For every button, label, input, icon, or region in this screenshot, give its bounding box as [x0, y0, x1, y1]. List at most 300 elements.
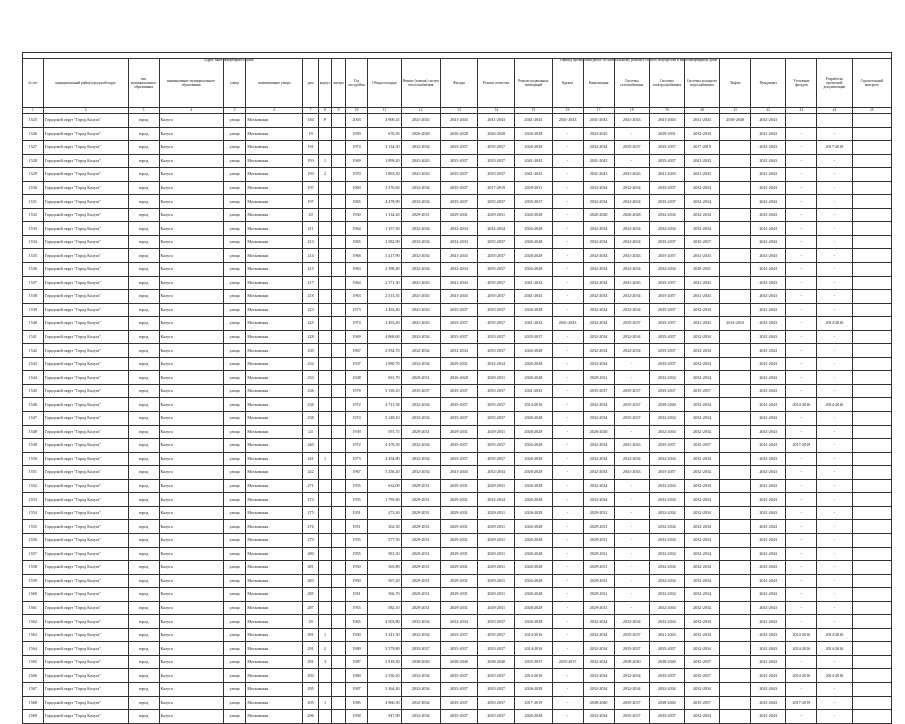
table-cell-type: город [128, 506, 159, 520]
table-cell-c23: - [786, 371, 817, 385]
table-cell-street_type: улица [223, 425, 246, 439]
table-cell-c20: 2032-2034 [684, 371, 719, 385]
table-cell-district: Городской округ "Город Калуга" [43, 710, 128, 724]
table-cell-mo: Калуга [159, 317, 223, 331]
table-cell-lit [332, 588, 345, 602]
table-cell-c12: 2032-2034 [401, 195, 440, 209]
table-cell-c16: - [552, 127, 583, 141]
table-cell-house: 296 [303, 710, 319, 724]
table-row [23, 696, 892, 710]
table-cell-mo: Калуга [159, 290, 223, 304]
table-cell-c13: 2035-2037 [440, 398, 477, 412]
table-cell-c14: 2029-2031 [478, 371, 515, 385]
table-cell-c15: 2026-2028 [515, 466, 552, 480]
table-cell-type: город [128, 357, 159, 371]
table-cell-c20: 2032-2034 [684, 357, 719, 371]
column-number: 9 [332, 108, 345, 114]
table-cell-type: город [128, 533, 159, 547]
table-cell-n: 1525 [23, 114, 44, 128]
table-cell-area: 3 417,90 [368, 249, 401, 263]
table-cell-c16: - [552, 371, 583, 385]
table-cell-lit [332, 439, 345, 453]
table-cell-c17: 2029-2031 [583, 588, 614, 602]
table-cell-c18: 2035-2037 [614, 642, 649, 656]
table-cell-type: город [128, 588, 159, 602]
table-cell-c12: 2029-2031 [401, 208, 440, 222]
table-cell-c18: 2032-2034 [614, 615, 649, 629]
table-cell-c14: 2035-2037 [478, 642, 515, 656]
table-cell-mo: Калуга [159, 263, 223, 277]
table-cell-type: город [128, 520, 159, 534]
table-cell-korp [318, 493, 331, 507]
column-number: 11 [368, 108, 401, 114]
table-cell-c23: - [786, 561, 817, 575]
table-row [23, 303, 892, 317]
table-cell-street_type: улица [223, 344, 246, 358]
table-cell-c20: 2032-2034 [684, 628, 719, 642]
table-cell-c22: 2041-2043 [751, 588, 786, 602]
table-cell-c14: 2035-2037 [478, 317, 515, 331]
table-row [23, 344, 892, 358]
table-cell-lit [332, 452, 345, 466]
table-cell-street: Московская [246, 615, 303, 629]
table-cell-type: город [128, 615, 159, 629]
table-cell-type: город [128, 452, 159, 466]
table-row [23, 561, 892, 575]
table-cell-c19: 2032-2034 [649, 371, 684, 385]
table-row [23, 655, 892, 669]
table-cell-c12: 2041-2043 [401, 168, 440, 182]
table-cell-c22: 2041-2043 [751, 168, 786, 182]
table-cell-street: Московская [246, 290, 303, 304]
table-cell-c16: - [552, 276, 583, 290]
table-cell-street: Московская [246, 628, 303, 642]
table-cell-c20: 2032-2034 [684, 127, 719, 141]
table-cell-area: 2 582,90 [368, 235, 401, 249]
table-row [23, 588, 892, 602]
table-cell-district: Городской округ "Город Калуга" [43, 208, 128, 222]
table-cell-korp [318, 357, 331, 371]
table-cell-c17: 2032-2034 [583, 249, 614, 263]
column-number: 10 [345, 108, 368, 114]
table-cell-lit [332, 290, 345, 304]
table-cell-c14: 2035-2037 [478, 195, 515, 209]
table-cell-house: 281 [303, 561, 319, 575]
table-cell-c16: - [552, 439, 583, 453]
table-cell-mo: Калуга [159, 710, 223, 724]
table-cell-street_type: улица [223, 710, 246, 724]
table-cell-c21 [720, 669, 751, 683]
table-cell-c16: - [552, 696, 583, 710]
table-cell-type: город [128, 330, 159, 344]
table-cell-c23: - [786, 181, 817, 195]
table-cell-area: 577,50 [368, 533, 401, 547]
table-cell-korp [318, 533, 331, 547]
table-cell-mo: Калуга [159, 655, 223, 669]
table-cell-mo: Калуга [159, 208, 223, 222]
table-cell-c21 [720, 303, 751, 317]
table-cell-type: город [128, 168, 159, 182]
table-cell-year: 1972 [345, 398, 368, 412]
table-cell-c17: 2029-2031 [583, 574, 614, 588]
table-cell-c12: 2032-2034 [401, 357, 440, 371]
column-header: тип муниципального образования [128, 59, 159, 108]
table-cell-area: 4 478,90 [368, 195, 401, 209]
table-cell-type: город [128, 561, 159, 575]
table-cell-street_type: улица [223, 303, 246, 317]
table-cell-type: город [128, 682, 159, 696]
table-cell-c22: 2041-2043 [751, 574, 786, 588]
table-cell-c19: 2032-2034 [649, 601, 684, 615]
table-cell-c12: 2029-2031 [401, 506, 440, 520]
table-cell-c24: - [817, 493, 852, 507]
table-cell-street_type: улица [223, 547, 246, 561]
table-cell-c15: 2035-2037 [515, 655, 552, 669]
table-cell-area: 5 256,20 [368, 466, 401, 480]
table-cell-type: город [128, 154, 159, 168]
column-header: № п/п [23, 59, 44, 108]
table-cell-type: город [128, 642, 159, 656]
table-cell-c20: 2032-2034 [684, 547, 719, 561]
table-cell-district: Городской округ "Город Калуга" [43, 181, 128, 195]
table-cell-street_type: улица [223, 452, 246, 466]
table-cell-c15: 2026-2028 [515, 357, 552, 371]
table-cell-area: 5 364,40 [368, 682, 401, 696]
table-cell-c16: - [552, 547, 583, 561]
table-cell-c20: 2041-2043 [684, 114, 719, 128]
table-cell-c20: 2032-2034 [684, 506, 719, 520]
table-cell-c18: 2035-2037 [614, 317, 649, 331]
table-cell-c14: 2041-2043 [478, 114, 515, 128]
table-cell-c25 [852, 547, 891, 561]
table-row [23, 466, 892, 480]
table-cell-c12: 2038-2040 [401, 655, 440, 669]
table-row [23, 479, 892, 493]
table-row [23, 520, 892, 534]
table-cell-c22: 2041-2043 [751, 317, 786, 331]
table-cell-n: 1542 [23, 344, 44, 358]
table-cell-year: 1969 [345, 330, 368, 344]
table-cell-c13: 2035-2037 [440, 669, 477, 683]
table-cell-c21 [720, 561, 751, 575]
table-cell-mo: Калуга [159, 506, 223, 520]
table-cell-c17: 2038-2040 [583, 696, 614, 710]
table-cell-korp [318, 561, 331, 575]
table-cell-c21: 2038-2040 [720, 114, 751, 128]
table-cell-c19: 2032-2034 [649, 425, 684, 439]
table-cell-c20: 2032-2034 [684, 533, 719, 547]
table-cell-c18: - [614, 547, 649, 561]
table-cell-c18: - [614, 506, 649, 520]
table-cell-korp [318, 520, 331, 534]
table-cell-type: город [128, 195, 159, 209]
table-cell-c13: 2035-2037 [440, 710, 477, 724]
table-cell-c23: - [786, 493, 817, 507]
table-cell-c12: 2032-2034 [401, 696, 440, 710]
column-header: Ремонт подвальных помещений [515, 59, 552, 108]
table-cell-c16: - [552, 452, 583, 466]
table-cell-house: 225 [303, 317, 319, 331]
table-cell-district: Городской округ "Город Калуга" [43, 682, 128, 696]
table-row [23, 114, 892, 128]
column-header: Фундамент [751, 59, 786, 108]
table-cell-area: 4 721,58 [368, 398, 401, 412]
table-cell-c13: 2041-2043 [440, 290, 477, 304]
table-cell-street: Московская [246, 114, 303, 128]
table-cell-c18: - [614, 425, 649, 439]
table-cell-c18: 2038-2040 [614, 655, 649, 669]
table-cell-c13: 2035-2037 [440, 384, 477, 398]
table-cell-c16: - [552, 263, 583, 277]
table-cell-street_type: улица [223, 330, 246, 344]
table-cell-c21 [720, 181, 751, 195]
table-cell-c20: 2041-2043 [684, 276, 719, 290]
table-cell-c16: - [552, 412, 583, 426]
table-row [23, 249, 892, 263]
table-cell-korp [318, 682, 331, 696]
table-cell-type: город [128, 655, 159, 669]
column-header: корпус [318, 59, 331, 108]
table-cell-n: 1544 [23, 371, 44, 385]
table-cell-c24: 2014-2016 [817, 628, 852, 642]
table-cell-c24: - [817, 574, 852, 588]
table-cell-c21: 2014-2016 [720, 317, 751, 331]
table-cell-c14: 2035-2037 [478, 290, 515, 304]
table-cell-area: 3 376,60 [368, 181, 401, 195]
table-cell-c12: 2032-2034 [401, 412, 440, 426]
table-cell-c19: 2038-2040 [649, 655, 684, 669]
column-header: Ремонт (замена) систем теплоснабжения [401, 59, 440, 108]
table-cell-c12: 2041-2043 [401, 114, 440, 128]
table-cell-area: 4 478,30 [368, 439, 401, 453]
table-cell-c21 [720, 601, 751, 615]
table-cell-lit [332, 276, 345, 290]
table-cell-type: город [128, 235, 159, 249]
table-row [23, 181, 892, 195]
table-cell-type: город [128, 141, 159, 155]
table-cell-c19: 2032-2034 [649, 561, 684, 575]
table-cell-house: 24 [303, 425, 319, 439]
table-cell-c24: - [817, 276, 852, 290]
table-cell-mo: Калуга [159, 642, 223, 656]
table-cell-mo: Калуга [159, 384, 223, 398]
table-cell-c24: - [817, 520, 852, 534]
table-cell-street: Московская [246, 574, 303, 588]
table-cell-c22: 2041-2043 [751, 154, 786, 168]
table-cell-street_type: улица [223, 561, 246, 575]
column-header: дом [303, 59, 319, 108]
table-cell-n: 1561 [23, 601, 44, 615]
table-cell-c14: 2035-2037 [478, 439, 515, 453]
table-cell-street_type: улица [223, 168, 246, 182]
table-cell-c18: - [614, 574, 649, 588]
table-cell-house: 191 [303, 141, 319, 155]
table-cell-c15: 2026-2028 [515, 682, 552, 696]
table-cell-c19: 2032-2034 [649, 222, 684, 236]
table-cell-c16: 2041-2043 [552, 114, 583, 128]
table-cell-mo: Калуга [159, 303, 223, 317]
table-cell-c12: 2032-2034 [401, 669, 440, 683]
table-cell-c24: - [817, 412, 852, 426]
table-cell-district: Городской округ "Город Калуга" [43, 357, 128, 371]
table-row [23, 357, 892, 371]
table-cell-korp: 1 [318, 696, 331, 710]
table-cell-house: 271 [303, 479, 319, 493]
table-cell-c18: 2035-2037 [614, 628, 649, 642]
table-cell-c15: 2026-2028 [515, 425, 552, 439]
table-cell-c17: 2032-2034 [583, 710, 614, 724]
table-cell-c19: 2035-2037 [649, 276, 684, 290]
table-cell-street_type: улица [223, 574, 246, 588]
column-number: 8 [318, 108, 331, 114]
table-cell-street: Московская [246, 276, 303, 290]
table-cell-c15: 2041-2043 [515, 290, 552, 304]
table-cell-street: Московская [246, 181, 303, 195]
table-cell-c25 [852, 263, 891, 277]
table-row [23, 574, 892, 588]
table-cell-c16: - [552, 141, 583, 155]
table-cell-korp [318, 181, 331, 195]
table-cell-c14: 2035-2037 [478, 168, 515, 182]
table-cell-c23: - [786, 357, 817, 371]
table-cell-c16: - [552, 628, 583, 642]
table-cell-c24: - [817, 479, 852, 493]
table-cell-c12: 2032-2034 [401, 710, 440, 724]
table-cell-mo: Калуга [159, 425, 223, 439]
table-cell-type: город [128, 696, 159, 710]
table-cell-c20: 2032-2034 [684, 425, 719, 439]
table-cell-korp [318, 384, 331, 398]
table-cell-c22: 2041-2043 [751, 398, 786, 412]
table-cell-year: 1967 [345, 344, 368, 358]
table-cell-c17: 2032-2034 [583, 344, 614, 358]
table-cell-year: 1969 [345, 669, 368, 683]
table-cell-c22: 2041-2043 [751, 669, 786, 683]
table-cell-c25 [852, 303, 891, 317]
table-cell-type: город [128, 290, 159, 304]
table-cell-c14: 2035-2037 [478, 669, 515, 683]
table-cell-c14: 2032-2034 [478, 222, 515, 236]
column-number: 1 [23, 108, 44, 114]
table-cell-mo: Калуга [159, 452, 223, 466]
table-cell-c20: 2041-2043 [684, 249, 719, 263]
table-cell-lit [332, 371, 345, 385]
table-cell-area: 302,30 [368, 520, 401, 534]
table-cell-c12: 2029-2031 [401, 574, 440, 588]
table-cell-c14: 2035-2037 [478, 235, 515, 249]
table-cell-c16: - [552, 615, 583, 629]
table-cell-district: Городской округ "Город Калуга" [43, 533, 128, 547]
table-cell-c19: 2041-2043 [649, 628, 684, 642]
table-cell-district: Городской округ "Город Калуга" [43, 561, 128, 575]
table-cell-year: 1978 [345, 384, 368, 398]
column-number: 14 [478, 108, 515, 114]
table-cell-c23: - [786, 249, 817, 263]
table-cell-area: 1 893,50 [368, 168, 401, 182]
table-cell-c16: - [552, 682, 583, 696]
table-cell-c17: 2023-2025 [583, 127, 614, 141]
table-cell-year: 1937 [345, 357, 368, 371]
table-cell-c21 [720, 588, 751, 602]
table-cell-c13: 2029-2031 [440, 547, 477, 561]
table-cell-c18: 2032-2034 [614, 344, 649, 358]
table-cell-c18: 2041-2043 [614, 439, 649, 453]
table-cell-c18: - [614, 588, 649, 602]
table-cell-c15: 2014-2016 [515, 642, 552, 656]
table-cell-street: Московская [246, 235, 303, 249]
table-row [23, 290, 892, 304]
table-cell-c20: 2017-2019 [684, 141, 719, 155]
table-cell-year: 1951 [345, 520, 368, 534]
table-cell-c24: - [817, 439, 852, 453]
table-cell-district: Городской округ "Город Калуга" [43, 588, 128, 602]
table-cell-c21 [720, 195, 751, 209]
table-cell-c12: 2029-2031 [401, 371, 440, 385]
table-cell-c22: 2041-2043 [751, 114, 786, 128]
table-cell-c13: 2029-2031 [440, 574, 477, 588]
table-cell-house: 285 [303, 588, 319, 602]
table-cell-street_type: улица [223, 506, 246, 520]
table-cell-c12: 2029-2031 [401, 588, 440, 602]
table-cell-c22: 2041-2043 [751, 615, 786, 629]
table-cell-c18: 2041-2043 [614, 466, 649, 480]
table-cell-c25 [852, 357, 891, 371]
table-cell-c16: - [552, 710, 583, 724]
table-cell-area: 5 148,10 [368, 412, 401, 426]
table-cell-c23: - [786, 412, 817, 426]
table-cell-c24: - [817, 222, 852, 236]
table-cell-c20: 2035-2037 [684, 655, 719, 669]
table-cell-year: 1968 [345, 249, 368, 263]
table-cell-lit [332, 710, 345, 724]
table-cell-c14: 2035-2037 [478, 154, 515, 168]
table-cell-c13: 2029-2031 [440, 208, 477, 222]
table-cell-c25 [852, 696, 891, 710]
table-cell-area: 566,70 [368, 588, 401, 602]
table-cell-c15: 2017-2019 [515, 696, 552, 710]
table-cell-c24: - [817, 357, 852, 371]
table-cell-korp [318, 601, 331, 615]
table-cell-korp [318, 141, 331, 155]
table-cell-c15: 2026-2028 [515, 127, 552, 141]
table-cell-c13: 2041-2043 [440, 466, 477, 480]
table-cell-c19: 2032-2034 [649, 208, 684, 222]
table-cell-c25 [852, 290, 891, 304]
table-cell-korp: 1 [318, 154, 331, 168]
table-cell-c16: - [552, 303, 583, 317]
table-cell-c25 [852, 506, 891, 520]
table-cell-c23: - [786, 276, 817, 290]
table-cell-c24: - [817, 452, 852, 466]
table-cell-district: Городской округ "Город Калуга" [43, 655, 128, 669]
table-cell-year: 1948 [345, 371, 368, 385]
table-cell-house: 193 [303, 154, 319, 168]
table-cell-n: 1545 [23, 384, 44, 398]
table-cell-c13: 2032-2034 [440, 615, 477, 629]
table-cell-c23: - [786, 263, 817, 277]
table-cell-c17: 2032-2034 [583, 330, 614, 344]
table-cell-n: 1532 [23, 208, 44, 222]
table-cell-c14: 2029-2031 [478, 533, 515, 547]
table-cell-lit [332, 384, 345, 398]
table-cell-area: 1 357,30 [368, 222, 401, 236]
table-cell-c22: 2041-2043 [751, 330, 786, 344]
table-cell-street: Московская [246, 493, 303, 507]
table-cell-c15: 2041-2043 [515, 384, 552, 398]
table-cell-c15: 2026-2028 [515, 412, 552, 426]
table-cell-c14: 2029-2031 [478, 547, 515, 561]
table-cell-street_type: улица [223, 628, 246, 642]
